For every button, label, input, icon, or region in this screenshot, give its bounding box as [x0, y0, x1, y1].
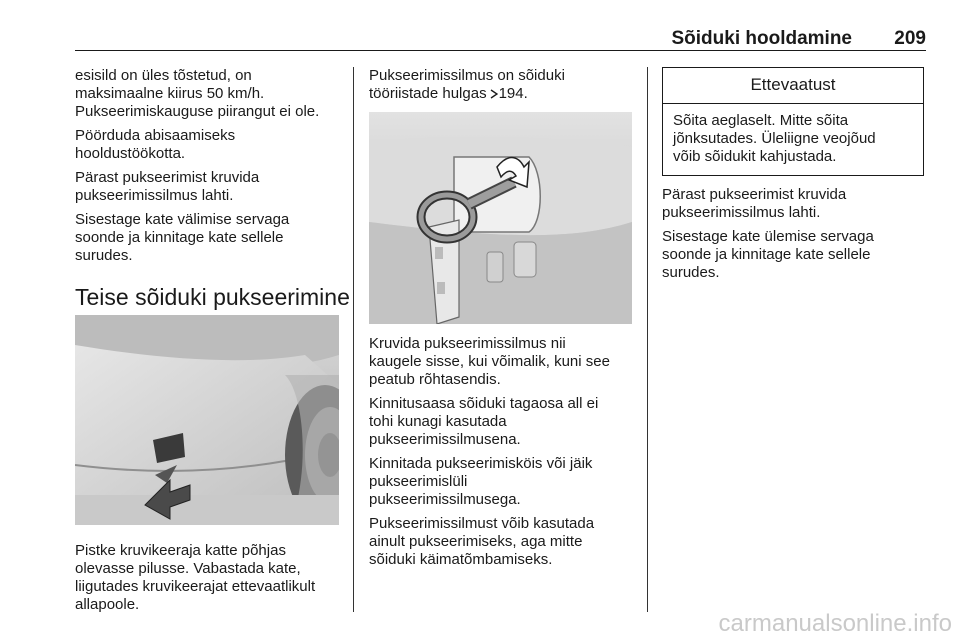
- page-reference[interactable]: 194.: [498, 85, 528, 102]
- column-divider-1: [353, 67, 354, 612]
- tow-eye-illustration: [369, 112, 632, 324]
- warning-title: Ettevaatust: [663, 68, 923, 104]
- paragraph: Sisestage kate välimise servaga soonde ja kinnitage kate sellele surudes.: [75, 211, 290, 264]
- column-1: [75, 67, 345, 271]
- page-reference-icon: [490, 89, 498, 99]
- column-2-bottom: [369, 335, 644, 575]
- column-1-bottom: [75, 542, 350, 620]
- paragraph: Sisestage kate ülemise servaga soonde ja kinnitage kate sellele surudes.: [662, 228, 874, 281]
- warning-body: Sõita aeglaselt. Mitte sõita jõnksutades. Üleliigne veojõud võib sõidukit kahjustada.: [673, 112, 876, 165]
- page-number: 209: [894, 28, 926, 49]
- section-title: Sõiduki hooldamine: [671, 28, 852, 49]
- paragraph: Pukseerimissilmus on sõiduki tööriistade hulgas 194.: [369, 67, 565, 102]
- header-rule: [75, 50, 926, 51]
- bumper-illustration: [75, 315, 339, 525]
- paragraph: Kruvida pukseerimissilmus nii kaugele sisse, kui võimalik, kuni see peatub rõhtasendis.: [369, 335, 610, 388]
- paragraph: Kinnitada pukseerimisköis või jäik pukseerimislüli pukseerimissilmusega.: [369, 455, 593, 508]
- figure-tow-eye: [369, 112, 632, 324]
- column-3: [662, 186, 932, 288]
- paragraph: Pukseerimissilmust võib kasutada ainult pukseerimiseks, aga mitte sõiduki käimatõmbamiseks.: [369, 515, 595, 568]
- page-header: [75, 28, 926, 48]
- paragraph: Pistke kruvikeeraja katte põhjas olevasse pilusse. Vabastada kate, liigutades kruvikeerajat ettevaatlikult allapoole.: [75, 542, 316, 613]
- paragraph: Pöörduda abisaamiseks hooldustöökotta.: [75, 127, 236, 162]
- warning-box: [662, 67, 924, 176]
- paragraph: Pärast pukseerimist kruvida pukseerimissilmus lahti.: [75, 169, 260, 204]
- section-heading: Teise sõiduki pukseerimine: [75, 284, 350, 310]
- column-2-top: [369, 67, 639, 109]
- figure-bumper-cover: [75, 315, 339, 525]
- paragraph: Kinnitusaasa sõiduki tagaosa all ei tohi kunagi kasutada pukseerimissilmusena.: [369, 395, 599, 448]
- heading-block: [75, 284, 350, 310]
- paragraph: Pärast pukseerimist kruvida pukseerimissilmus lahti.: [662, 186, 847, 221]
- paragraph: esisild on üles tõstetud, on maksimaalne kiirus 50 km/h. Pukseerimiskauguse piirangut ei ole.: [75, 67, 320, 120]
- watermark: carmanualsonline.info: [718, 610, 952, 637]
- column-divider-2: [647, 67, 648, 612]
